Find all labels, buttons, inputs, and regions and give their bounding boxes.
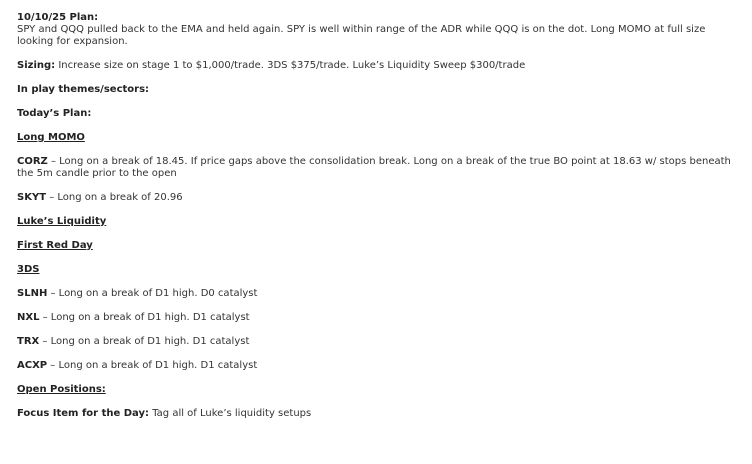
three-ds-item-nxl [17, 312, 733, 324]
open-positions-heading: Open Positions: [17, 384, 106, 395]
ticker-label: TRX [17, 336, 40, 347]
ticker-label: NXL [17, 312, 40, 323]
plan-title: 10/10/25 Plan: [17, 12, 99, 23]
item-text: – Long on a break of D1 high. D1 catalyst [47, 360, 258, 371]
ticker-label: ACXP [17, 360, 48, 371]
in-play-heading: In play themes/sectors: [17, 84, 150, 95]
focus-text: Tag all of Luke’s liquidity setups [149, 408, 312, 419]
three-ds-item-slnh [17, 288, 733, 300]
sizing-line [17, 60, 733, 72]
momo-item-skyt [17, 192, 733, 204]
trading-plan-document [17, 12, 733, 420]
plan-summary: SPY and QQQ pulled back to the EMA and held again. SPY is well within range of the ADR while QQQ is on the dot. Long MOMO at full size looking for expansion. [17, 24, 706, 47]
sizing-label: Sizing: [17, 60, 56, 71]
item-text: – Long on a break of D1 high. D1 catalyst [39, 336, 250, 347]
focus-item-line [17, 408, 733, 420]
lukes-liquidity-heading: Luke’s Liquidity [17, 216, 107, 227]
three-ds-item-trx [17, 336, 733, 348]
ticker-label: SLNH [17, 288, 48, 299]
item-text: – Long on a break of 18.45. If price gaps above the consolidation break. Long on a break of the true BO point at 18.63 w/ stops beneath the 5m candle prior to the open [17, 156, 731, 179]
momo-item-corz [17, 156, 733, 180]
three-ds-heading: 3DS [17, 264, 40, 275]
three-ds-item-acxp [17, 360, 733, 372]
focus-label: Focus Item for the Day: [17, 408, 150, 419]
ticker-label: CORZ [17, 156, 48, 167]
sizing-text: Increase size on stage 1 to $1,000/trade. 3DS $375/trade. Luke’s Liquidity Sweep $300/trade [55, 60, 526, 71]
todays-plan-heading: Today’s Plan: [17, 108, 92, 119]
item-text: – Long on a break of D1 high. D1 catalyst [39, 312, 250, 323]
item-text: – Long on a break of D1 high. D0 catalyst [47, 288, 258, 299]
ticker-label: SKYT [17, 192, 47, 203]
item-text: – Long on a break of 20.96 [46, 192, 183, 203]
first-red-day-heading: First Red Day [17, 240, 93, 251]
long-momo-heading: Long MOMO [17, 132, 85, 143]
